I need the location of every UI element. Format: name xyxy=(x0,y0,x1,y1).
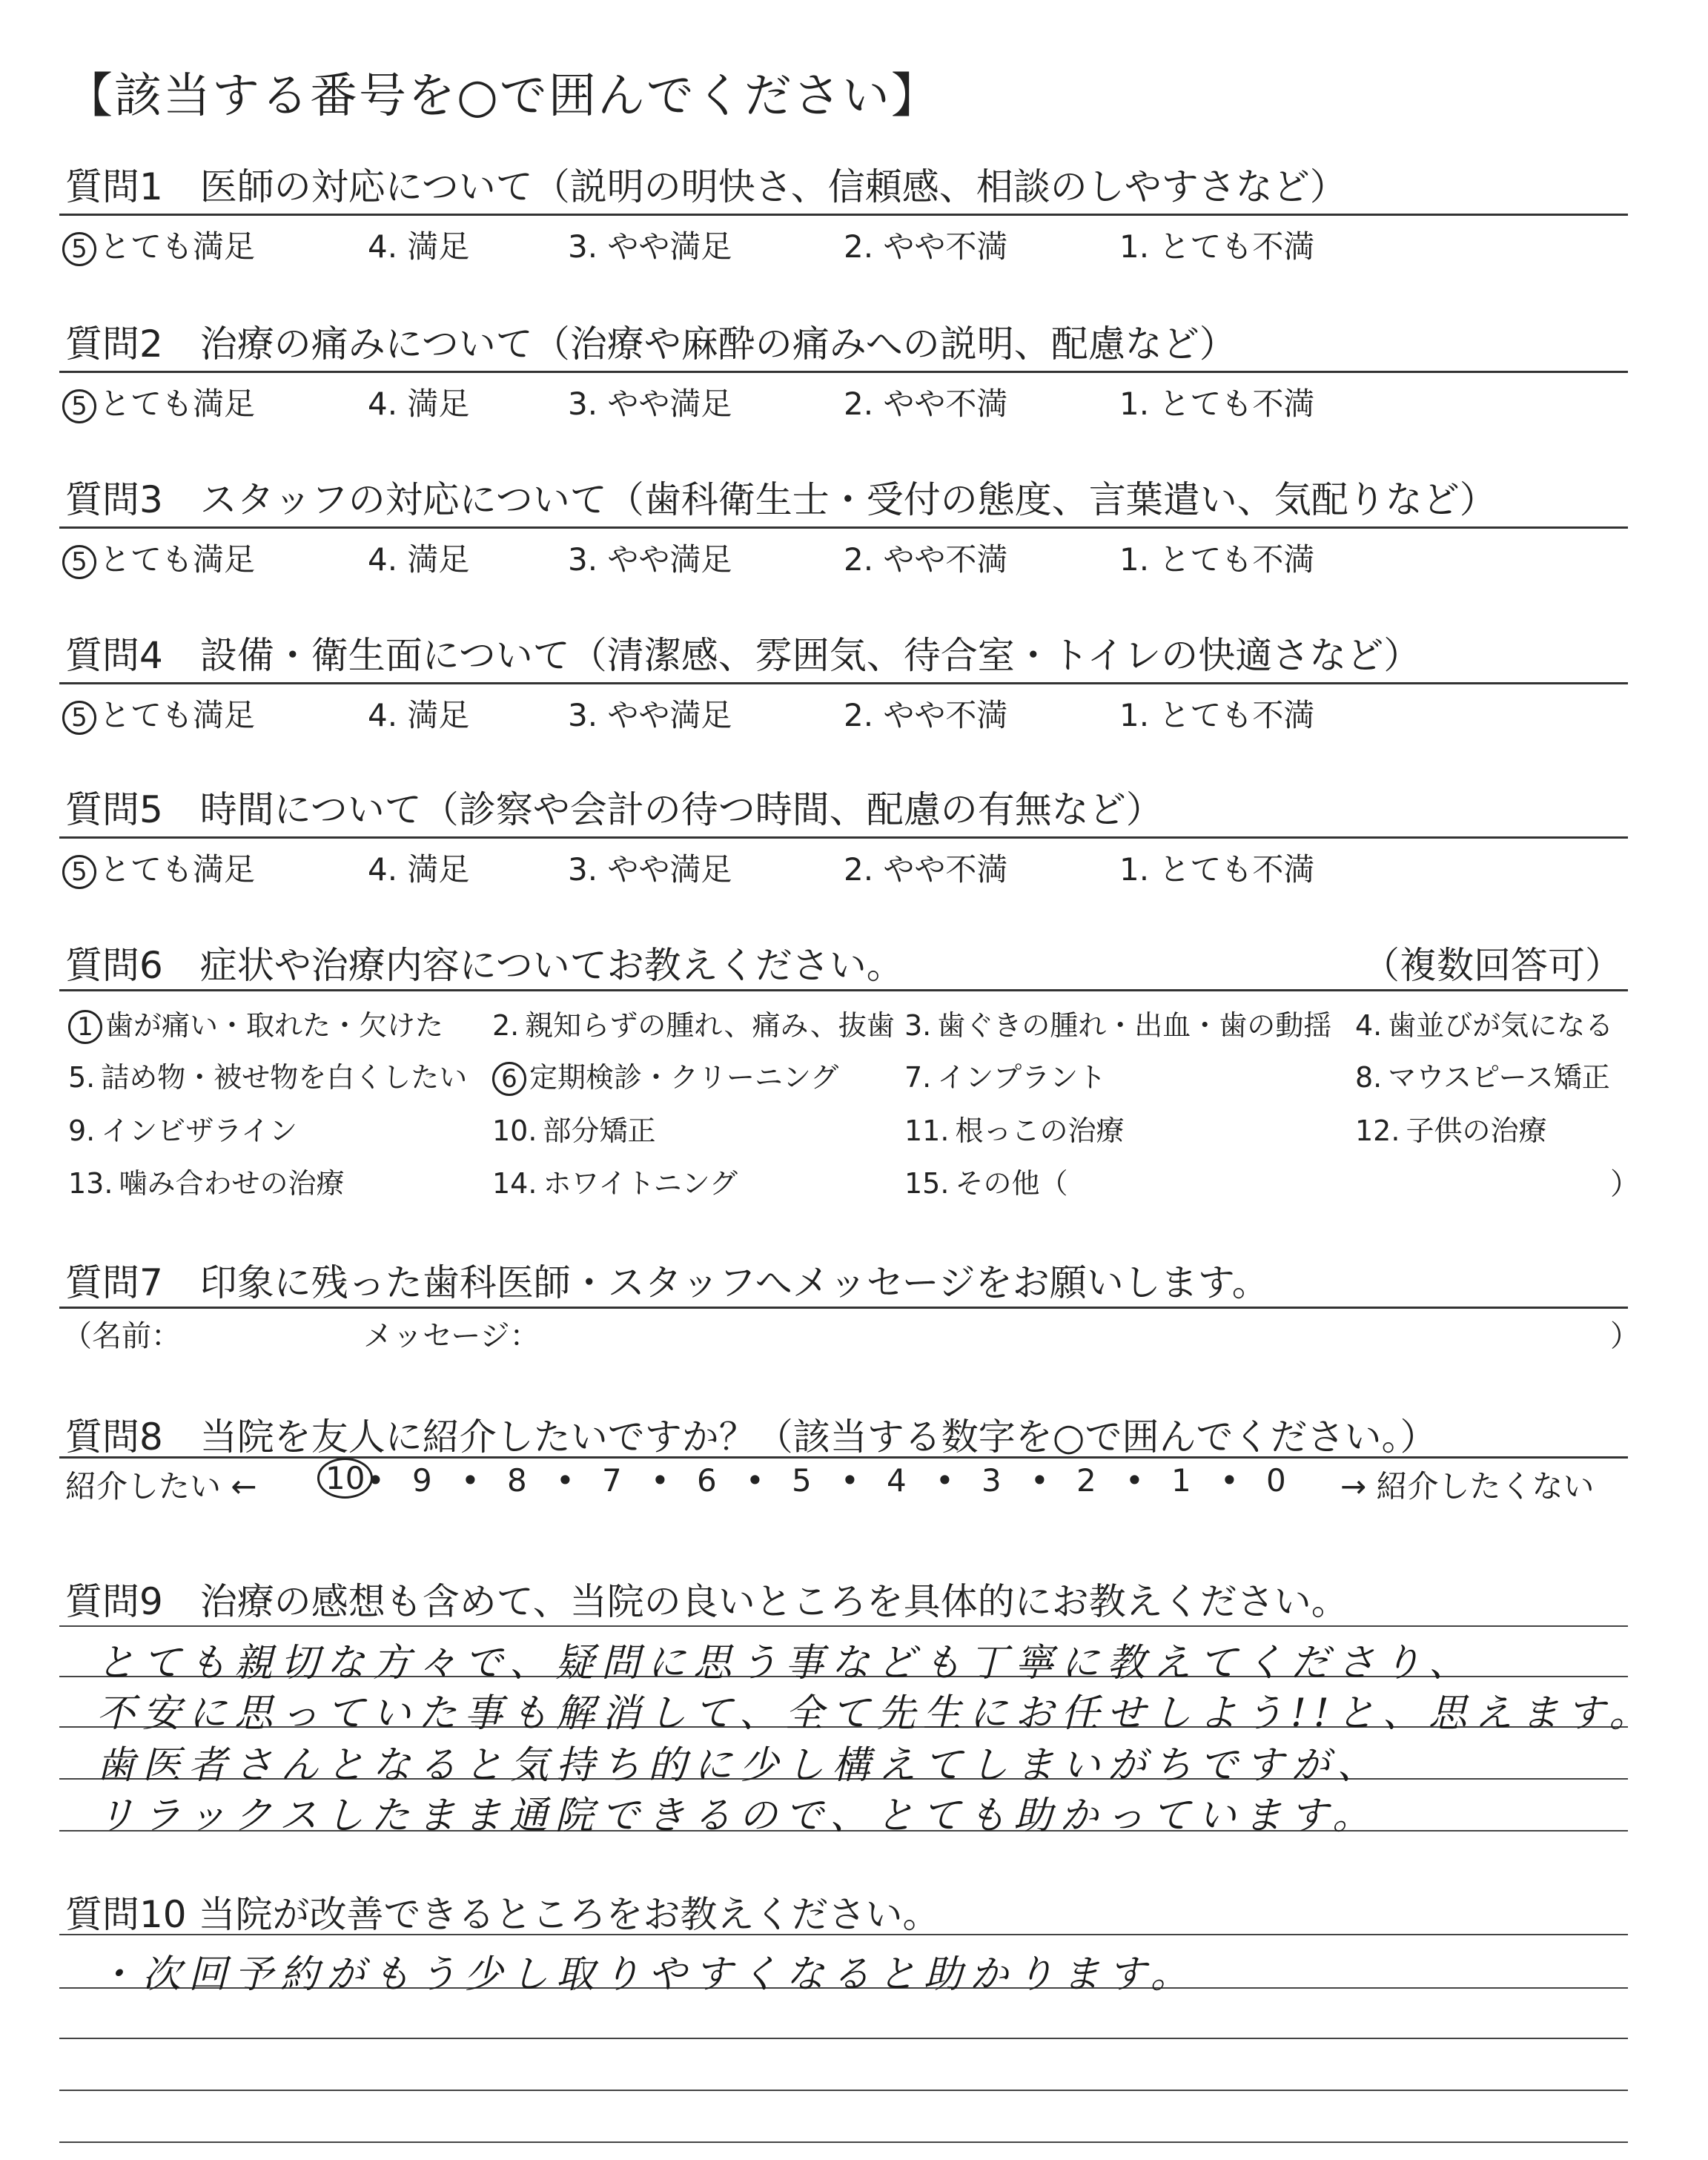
q9-answer-line: 歯医者さんとなると気持ち的に少し構えてしまいがちですが、 xyxy=(96,1743,1383,1788)
q6-item-5[interactable] xyxy=(68,1054,467,1095)
q1-rule xyxy=(59,214,1628,216)
q2-heading: 質問2 治療の痛みについて（治療や麻酔の痛みへの説明、配慮など） xyxy=(65,323,1237,366)
q3-option-label: とても満足 xyxy=(99,541,256,578)
q6-note: （複数回答可） xyxy=(1363,944,1622,987)
q1-option-3[interactable] xyxy=(568,222,732,267)
q8-scale-4[interactable]: 4 xyxy=(887,1462,907,1499)
q6-item-9[interactable] xyxy=(68,1108,297,1149)
q8-scale-separator: • xyxy=(651,1462,669,1499)
q5-option-4[interactable] xyxy=(368,845,469,890)
q9-heading: 質問9 治療の感想も含めて、当院の良いところを具体的にお教えください。 xyxy=(65,1580,1348,1623)
q3-option-4[interactable] xyxy=(368,535,469,580)
q6-item-number: 11. xyxy=(904,1114,950,1147)
q7-heading: 質問7 印象に残った歯科医師・スタッフへメッセージをお願いします。 xyxy=(65,1261,1269,1304)
q9-answer-rule xyxy=(59,1625,1628,1627)
q6-item-label: 歯が痛い・取れた・欠けた xyxy=(105,1009,444,1042)
q8-scale-separator: • xyxy=(1220,1462,1239,1499)
q9-answer-line: リラックスしたまま通院できるので、とても助かっています。 xyxy=(96,1794,1379,1838)
q5-option-label: 2. やや不満 xyxy=(844,851,1008,888)
q6-item-4[interactable] xyxy=(1355,1003,1613,1043)
q3-option-5[interactable] xyxy=(62,535,255,580)
q8-scale-separator: • xyxy=(366,1462,385,1499)
q8-scale-2[interactable]: 2 xyxy=(1076,1462,1096,1499)
q6-item-number: 14. xyxy=(492,1167,537,1200)
q6-close-paren: ） xyxy=(1610,1167,1640,1201)
q1-option-4[interactable] xyxy=(368,222,469,267)
q8-left-label: 紹介したい ← xyxy=(65,1468,257,1505)
q6-item-7[interactable] xyxy=(904,1054,1106,1095)
q6-item-label: マウスピース矯正 xyxy=(1388,1061,1610,1094)
q8-scale-separator: • xyxy=(556,1462,575,1499)
q9-answer-line: 不安に思っていた事も解消して、全て先生にお任せしよう!!と、思えます。 xyxy=(96,1691,1655,1736)
q8-scale-separator: • xyxy=(841,1462,859,1499)
q6-item-2[interactable] xyxy=(492,1003,895,1043)
q4-selected-circle: 5 xyxy=(62,701,96,735)
q2-option-3[interactable] xyxy=(568,380,732,424)
q8-scale-10[interactable]: 10 xyxy=(317,1458,373,1499)
q3-option-label: 3. やや満足 xyxy=(568,541,732,578)
q8-scale-0[interactable]: 0 xyxy=(1266,1462,1286,1499)
q9-answer-line: とても親切な方々で、疑問に思う事なども丁寧に教えてくださり、 xyxy=(96,1641,1474,1685)
q6-item-label: インプラント xyxy=(937,1061,1107,1094)
q10-answer-rule xyxy=(59,2038,1628,2039)
q4-option-label: 4. 満足 xyxy=(368,697,470,733)
q4-rule xyxy=(59,682,1628,684)
q2-option-1[interactable] xyxy=(1119,380,1314,424)
q8-scale-3[interactable]: 3 xyxy=(982,1462,1002,1499)
q6-item-number: 12. xyxy=(1355,1114,1400,1147)
q2-rule xyxy=(59,371,1628,373)
q5-option-5[interactable] xyxy=(62,845,255,890)
q6-item-label: ホワイトニング xyxy=(543,1167,738,1200)
q5-selected-circle: 5 xyxy=(62,855,96,889)
q8-scale-7[interactable]: 7 xyxy=(602,1462,622,1499)
q5-rule xyxy=(59,836,1628,839)
q6-item-number-circled: 6 xyxy=(492,1062,526,1096)
q6-item-label: 噛み合わせの治療 xyxy=(119,1167,345,1200)
q1-option-5[interactable] xyxy=(62,222,255,267)
q4-option-label: 3. やや満足 xyxy=(568,697,732,733)
q2-option-label: 1. とても不満 xyxy=(1119,386,1315,422)
q6-item-label: 部分矯正 xyxy=(543,1114,656,1147)
q4-option-1[interactable] xyxy=(1119,691,1314,736)
q8-scale-8[interactable]: 8 xyxy=(507,1462,527,1499)
q8-scale-5[interactable]: 5 xyxy=(792,1462,812,1499)
page-title: 【該当する番号を○で囲んでください】 xyxy=(65,69,940,124)
q10-heading: 質問10 当院が改善できるところをお教えください。 xyxy=(65,1893,940,1936)
q4-heading: 質問4 設備・衛生面について（清潔感、雰囲気、待合室・トイレの快適さなど） xyxy=(65,634,1421,677)
q8-scale-separator: • xyxy=(461,1462,480,1499)
q1-option-label: 2. やや不満 xyxy=(844,228,1008,265)
q7-close-paren: ） xyxy=(1610,1319,1640,1353)
q2-option-label: 3. やや満足 xyxy=(568,386,732,422)
q5-option-3[interactable] xyxy=(568,845,732,890)
q10-answer-rule xyxy=(59,1934,1628,1935)
q10-answer-rule xyxy=(59,2141,1628,2143)
q6-item-label: 歯並びが気になる xyxy=(1388,1009,1614,1042)
q5-option-label: 1. とても不満 xyxy=(1119,851,1315,888)
q5-option-label: とても満足 xyxy=(99,851,256,888)
q6-item-label: 根っこの治療 xyxy=(955,1114,1125,1147)
q3-option-label: 4. 満足 xyxy=(368,541,470,578)
q6-item-number-circled: 1 xyxy=(68,1010,102,1044)
q8-right-label: → 紹介したくない xyxy=(1340,1468,1595,1505)
q6-item-label: 子供の治療 xyxy=(1406,1114,1547,1147)
q2-option-label: とても満足 xyxy=(99,386,256,422)
q3-option-3[interactable] xyxy=(568,535,732,580)
q6-item-label: 詰め物・被せ物を白くしたい xyxy=(101,1061,468,1094)
q5-option-label: 3. やや満足 xyxy=(568,851,732,888)
q1-option-2[interactable] xyxy=(844,222,1007,267)
q6-item-number: 2. xyxy=(492,1009,520,1042)
q3-rule xyxy=(59,526,1628,529)
q6-item-number: 10. xyxy=(492,1114,537,1147)
q2-option-2[interactable] xyxy=(844,380,1007,424)
q2-option-4[interactable] xyxy=(368,380,469,424)
q2-option-label: 2. やや不満 xyxy=(844,386,1008,422)
q6-heading: 質問6 症状や治療内容についてお教えください。 xyxy=(65,944,904,987)
q2-selected-circle: 5 xyxy=(62,389,96,423)
q6-item-6[interactable] xyxy=(492,1054,838,1096)
q1-heading: 質問1 医師の対応について（説明の明快さ、信頼感、相談のしやすさなど） xyxy=(65,165,1347,208)
q7-message-label: メッセージ： xyxy=(363,1319,540,1353)
q4-option-3[interactable] xyxy=(568,691,732,736)
q6-item-10[interactable] xyxy=(492,1108,655,1149)
q6-item-13[interactable] xyxy=(68,1160,344,1201)
q6-item-12[interactable] xyxy=(1355,1108,1546,1149)
q1-option-label: とても満足 xyxy=(99,228,256,265)
q6-item-label: 親知らずの腫れ、痛み、抜歯 xyxy=(525,1009,895,1042)
q4-option-label: 1. とても不満 xyxy=(1119,697,1315,733)
q2-option-label: 4. 満足 xyxy=(368,386,470,422)
q8-scale-separator: • xyxy=(936,1462,954,1499)
q4-option-4[interactable] xyxy=(368,691,469,736)
q6-item-number: 8. xyxy=(1355,1061,1383,1094)
q6-item-label: インビザライン xyxy=(101,1114,298,1147)
q3-heading: 質問3 スタッフの対応について（歯科衛生士・受付の態度、言葉遣い、気配りなど） xyxy=(65,478,1497,521)
q6-item-1[interactable] xyxy=(68,1003,443,1044)
q1-option-label: 4. 満足 xyxy=(368,228,470,265)
q5-option-label: 4. 満足 xyxy=(368,851,470,888)
q8-scale-separator: • xyxy=(1030,1462,1049,1499)
q6-item-number: 4. xyxy=(1355,1009,1383,1042)
q4-option-5[interactable] xyxy=(62,691,255,736)
q6-item-number: 15. xyxy=(904,1167,950,1200)
q6-item-14[interactable] xyxy=(492,1160,738,1201)
q5-option-1[interactable] xyxy=(1119,845,1314,890)
q8-scale-9[interactable]: 9 xyxy=(412,1462,432,1499)
q10-answer-rule xyxy=(59,2090,1628,2091)
q8-rule xyxy=(59,1456,1628,1459)
q6-item-number: 5. xyxy=(68,1061,96,1094)
q10-answer-line: ・次回予約がもう少し取りやすくなると助かります。 xyxy=(96,1952,1196,1997)
q3-option-label: 1. とても不満 xyxy=(1119,541,1315,578)
q1-option-label: 1. とても不満 xyxy=(1119,228,1315,265)
q6-item-number: 3. xyxy=(904,1009,932,1042)
q6-item-number: 9. xyxy=(68,1114,96,1147)
q6-item-number: 7. xyxy=(904,1061,932,1094)
q6-item-3[interactable] xyxy=(904,1003,1331,1043)
q8-scale-separator: • xyxy=(1125,1462,1144,1499)
q8-scale-1[interactable]: 1 xyxy=(1171,1462,1191,1499)
q1-option-1[interactable] xyxy=(1119,222,1314,267)
q8-scale-6[interactable]: 6 xyxy=(697,1462,717,1499)
q2-option-5[interactable] xyxy=(62,380,255,424)
q6-item-label: 歯ぐきの腫れ・出血・歯の動揺 xyxy=(937,1009,1332,1042)
q6-rule xyxy=(59,989,1628,991)
q8-heading: 質問8 当院を友人に紹介したいですか？（該当する数字を○で囲んでください。） xyxy=(65,1416,1437,1459)
q4-option-label: 2. やや不満 xyxy=(844,697,1008,733)
q6-item-11[interactable] xyxy=(904,1108,1124,1149)
q6-item-number: 13. xyxy=(68,1167,113,1200)
q3-option-label: 2. やや不満 xyxy=(844,541,1008,578)
q3-selected-circle: 5 xyxy=(62,545,96,579)
q5-option-2[interactable] xyxy=(844,845,1007,890)
q3-option-2[interactable] xyxy=(844,535,1007,580)
q3-option-1[interactable] xyxy=(1119,535,1314,580)
q6-item-label: その他（ xyxy=(955,1167,1068,1200)
q1-selected-circle: 5 xyxy=(62,232,96,266)
q7-name-label: （名前： xyxy=(62,1319,181,1353)
q6-item-15[interactable] xyxy=(904,1160,1068,1201)
q4-option-label: とても満足 xyxy=(99,697,256,733)
q7-rule xyxy=(59,1307,1628,1309)
q6-item-label: 定期検診・クリーニング xyxy=(529,1061,839,1094)
q6-item-8[interactable] xyxy=(1355,1054,1610,1095)
q5-heading: 質問5 時間について（診察や会計の待つ時間、配慮の有無など） xyxy=(65,788,1163,831)
q4-option-2[interactable] xyxy=(844,691,1007,736)
q8-scale-separator: • xyxy=(746,1462,764,1499)
q1-option-label: 3. やや満足 xyxy=(568,228,732,265)
